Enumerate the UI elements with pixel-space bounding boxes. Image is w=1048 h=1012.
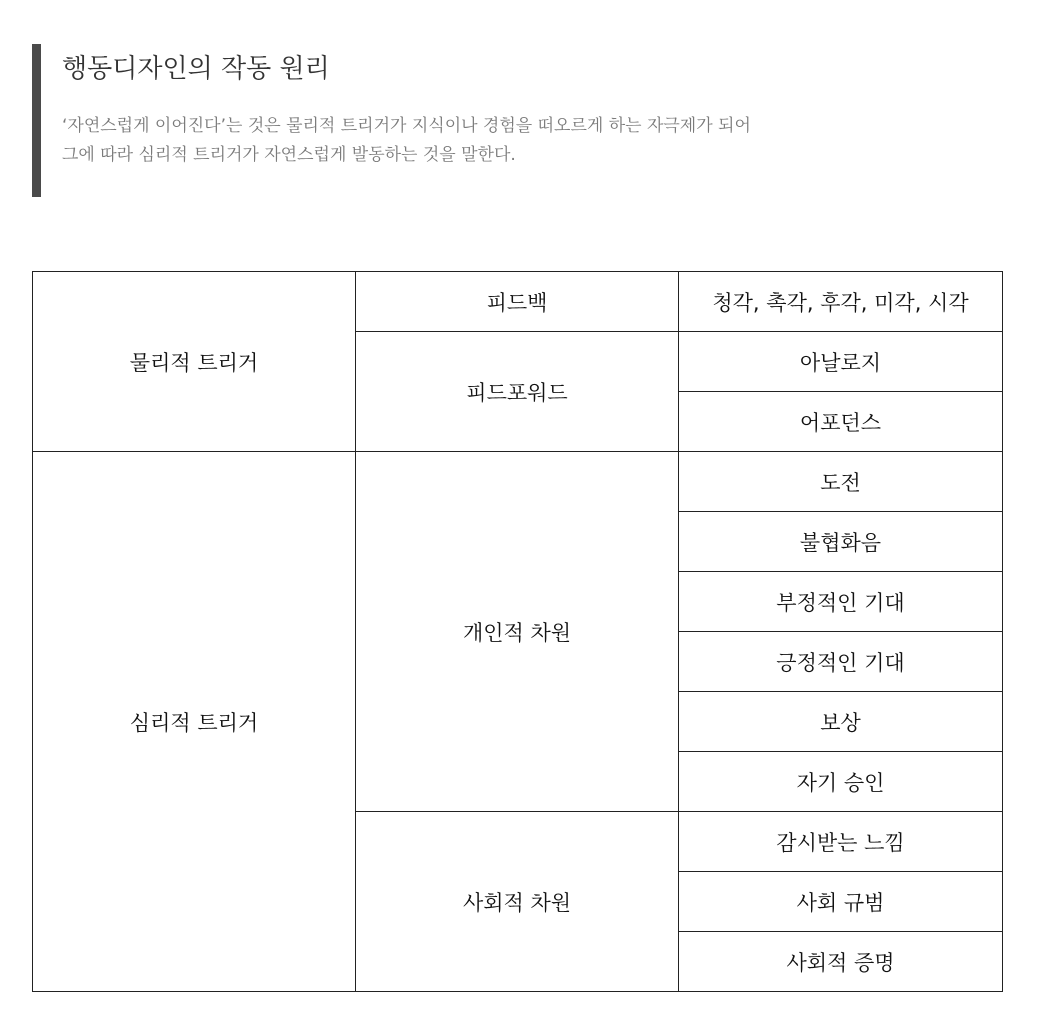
item-cell: 부정적인 기대 [679, 572, 1003, 632]
item-cell: 도전 [679, 452, 1003, 512]
item-cell: 아날로지 [679, 332, 1003, 392]
category-cell-physical: 물리적 트리거 [33, 272, 356, 452]
section-description [62, 112, 822, 170]
item-cell: 사회 규범 [679, 872, 1003, 932]
description-line-1: ‘자연스럽게 이어진다’는 것은 물리적 트리거가 지식이나 경험을 떠오르게 하는 자극제가 되어 [62, 116, 751, 136]
item-cell: 자기 승인 [679, 752, 1003, 812]
trigger-table [32, 271, 1003, 992]
item-cell: 감시받는 느낌 [679, 812, 1003, 872]
subgroup-cell-personal: 개인적 차원 [356, 452, 679, 812]
category-cell-psychological: 심리적 트리거 [33, 452, 356, 992]
intro-quote-block [32, 44, 832, 197]
item-cell: 청각, 촉각, 후각, 미각, 시각 [679, 272, 1003, 332]
subgroup-cell-social: 사회적 차원 [356, 812, 679, 992]
subgroup-cell-feedback: 피드백 [356, 272, 679, 332]
item-cell: 어포던스 [679, 392, 1003, 452]
item-cell: 보상 [679, 692, 1003, 752]
item-cell: 긍정적인 기대 [679, 632, 1003, 692]
table-row [33, 272, 1003, 332]
item-cell: 사회적 증명 [679, 932, 1003, 992]
section-title: 행동디자인의 작동 원리 [62, 54, 330, 84]
item-cell: 불협화음 [679, 512, 1003, 572]
table-row [33, 452, 1003, 512]
description-line-2: 그에 따라 심리적 트리거가 자연스럽게 발동하는 것을 말한다. [62, 145, 516, 165]
subgroup-cell-feedforward: 피드포워드 [356, 332, 679, 452]
